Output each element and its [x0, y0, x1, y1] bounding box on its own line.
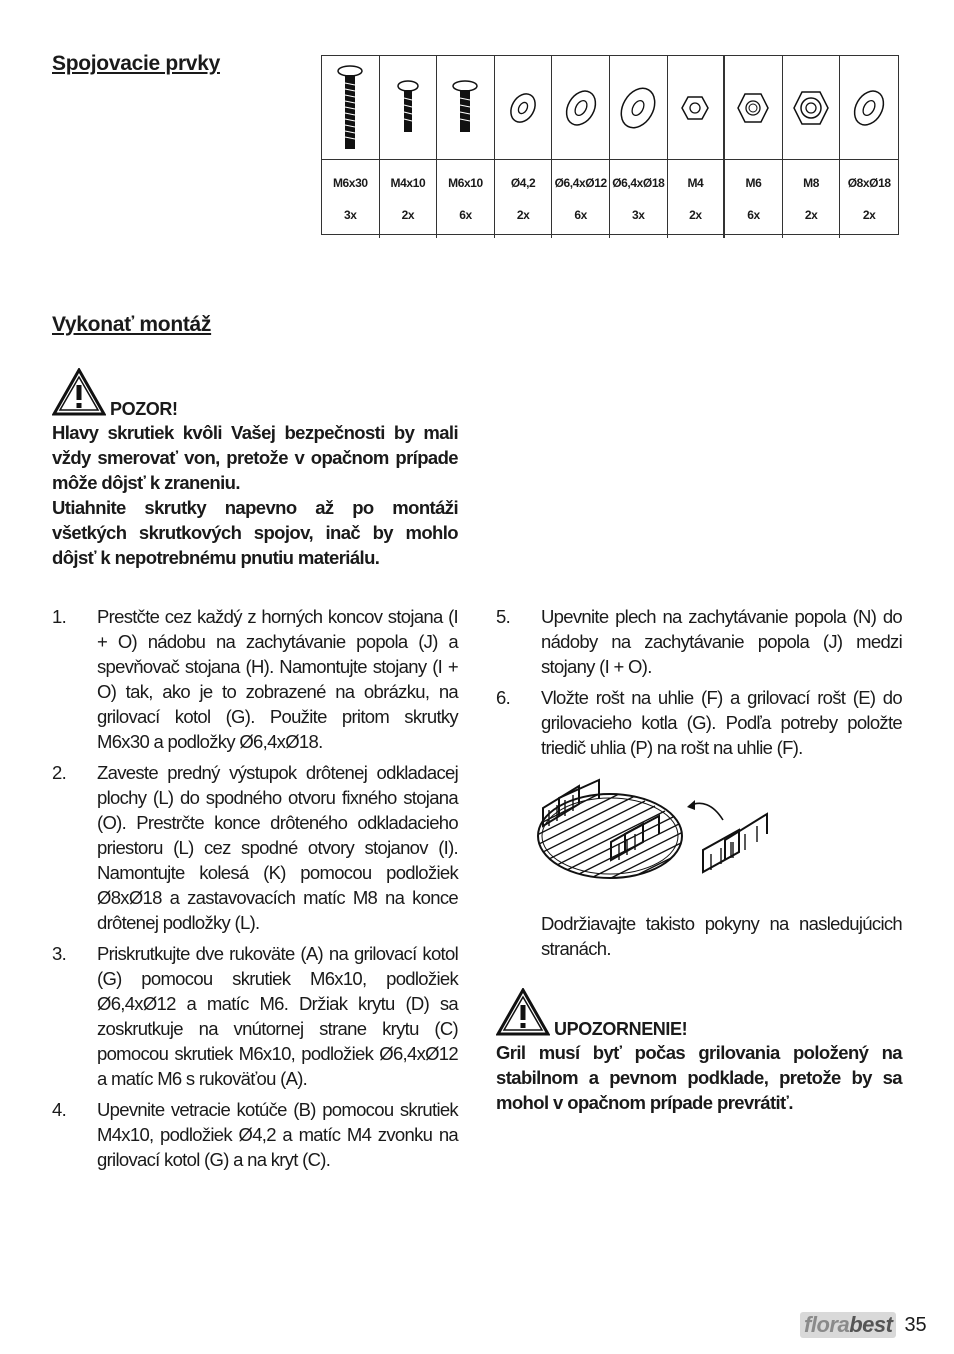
step-5: 5. Upevnite plech na zachytávanie popola (N) do nádoby na zachytávanie popola (J) medzi stojany (I + O).	[496, 606, 902, 677]
part-image-1	[322, 56, 380, 160]
part-image-6	[610, 56, 668, 160]
part-label-8: M6 6x	[725, 160, 783, 238]
warning-triangle-icon	[496, 988, 550, 1036]
long-bolt-icon	[335, 63, 365, 153]
part-image-8	[725, 56, 783, 160]
hex-nut-icon	[680, 93, 710, 123]
part-image-2	[380, 56, 438, 160]
warning-title-2: UPOZORNENIE!	[554, 1019, 688, 1039]
warning-text-1b: Utiahnite skrutky napevno až po montáži všetkých skrutkových spojov, inač by mohlo dôjsť k nepotrebnému pnutiu materiálu.	[52, 497, 458, 568]
warning-title-1: POZOR!	[110, 399, 178, 419]
part-image-7	[668, 56, 726, 160]
parts-table	[321, 55, 899, 235]
part-label-7: M4 2x	[668, 160, 726, 238]
part-image-5	[552, 56, 610, 160]
part-image-9	[783, 56, 841, 160]
step-6: 6. Vložte rošt na uhlie (F) a grilovací rošt (E) do grilovacieho kotla (G). Podľa potreby položte triedič uhlia (P) na rošt na uhlie (F).	[496, 687, 902, 758]
lock-nut-icon	[791, 88, 831, 128]
part-label-1: M6x30 3x	[322, 160, 380, 238]
washer-icon	[559, 86, 603, 130]
page-number: 35	[904, 1313, 927, 1336]
part-label-5: Ø6,4xØ12 6x	[552, 160, 610, 238]
footer	[800, 1312, 927, 1338]
part-image-10	[840, 56, 898, 160]
step-2: 2. Zaveste predný výstupok drôtenej odkladacej plochy (L) do spodného otvoru fixného stojana (O). Prestrčte konce drôteného odkladacieho priestoru (L) cez spodné otvory stojanov (I). Namontujte kolesá (K) pomocou podložiek Ø8xØ18 a zastavovacích matíc M8 na konce drôtenej podložky (L).	[52, 762, 458, 933]
part-image-3	[437, 56, 495, 160]
step-3: 3. Priskrutkujte dve rukoväte (A) na grilovací kotol (G) pomocou skrutiek M6x10, podložiek Ø6,4xØ12 a matíc M6. Držiak krytu (D) sa zoskrutkuje na vnútornej strane krytu (C) pomocou skrutiek M6x10, podložiek Ø6,4xØ12 a matíc M6 s rukoväťou (A).	[52, 943, 458, 1089]
part-label-9: M8 2x	[783, 160, 841, 238]
washer-icon	[614, 84, 662, 132]
step-4: 4. Upevnite vetracie kotúče (B) pomocou skrutiek M4x10, podložiek Ø4,2 a matíc M4 zvonku na grilovací kotol (G) a na kryt (C).	[52, 1099, 458, 1170]
hex-nut-icon	[735, 90, 771, 126]
warning-triangle-icon	[52, 368, 106, 416]
note-text: Dodržiavajte takisto pokyny na nasledujúcich stranách.	[541, 913, 902, 959]
part-label-3: M6x10 6x	[437, 160, 495, 238]
washer-icon	[503, 88, 543, 128]
warning-text-1: Hlavy skrutiek kvôli Vašej bezpečnosti by mali vždy smerovať von, pretože v opačnom prípade môže dôjsť k zraneniu.	[52, 422, 458, 493]
part-label-2: M4x10 2x	[380, 160, 438, 238]
warning-text-2: Gril musí byť počas grilovania položený na stabilnom a pevnom podklade, pretože by sa mohol v opačnom prípade prevrátiť.	[496, 1042, 902, 1113]
short-bolt-icon	[450, 78, 480, 138]
part-label-6: Ø6,4xØ18 3x	[610, 160, 668, 238]
grill-grate-illustration	[535, 776, 775, 886]
step-1: 1. Prestčte cez každý z horných koncov stojana (I + O) nádobu na zachytávanie popola (J) a spevňovač stojana (H). Namontujte stojany (I + O) tak, ako je to zobrazené na obrázku, na grilovací kotol (G). Použite pritom skrutky M6x30 a podložky Ø6,4xØ18.	[52, 606, 458, 752]
steps-left	[52, 604, 458, 1178]
part-image-4	[495, 56, 553, 160]
part-label-4: Ø4,2 2x	[495, 160, 553, 238]
part-label-10: Ø8xØ18 2x	[847, 176, 891, 222]
steps-right	[496, 604, 902, 766]
short-screw-icon	[393, 78, 423, 138]
brand-logo: florabest	[800, 1312, 896, 1338]
warning-box-1	[52, 368, 458, 570]
section-title-assembly: Vykonať montáž	[52, 313, 212, 336]
section-title-fasteners: Spojovacie prvky	[52, 52, 220, 75]
washer-icon	[847, 86, 891, 130]
warning-box-2	[496, 988, 902, 1115]
